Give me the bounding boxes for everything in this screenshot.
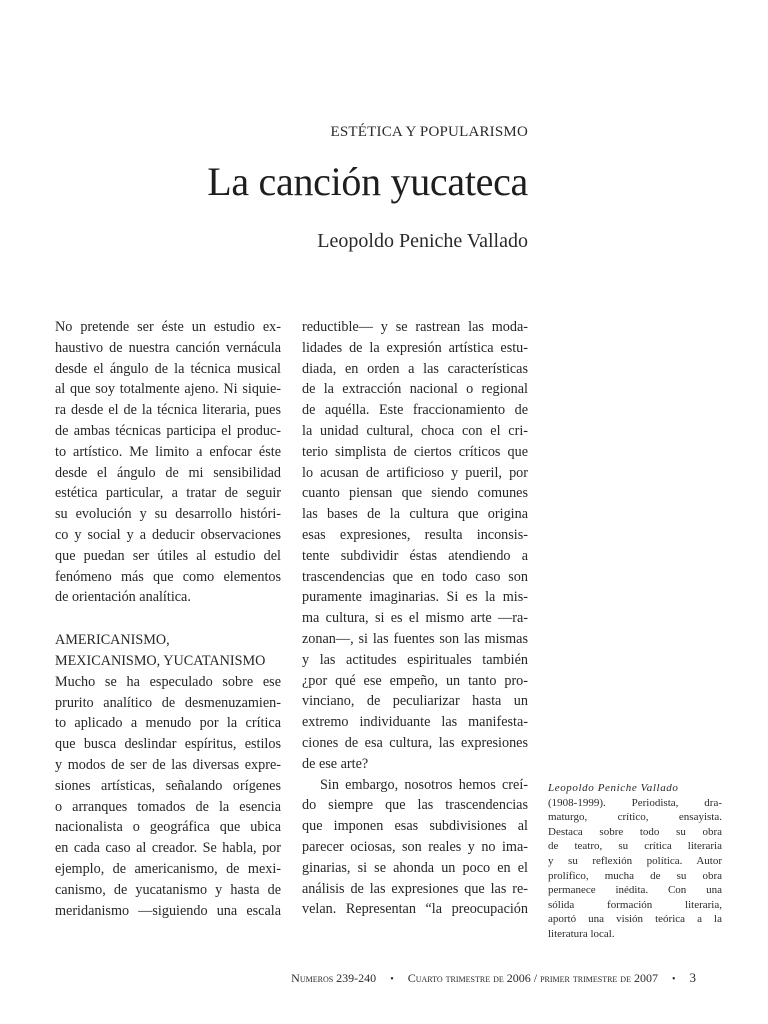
- text-line: la unidad cultural, choca con el cri-: [302, 422, 528, 439]
- text-line: que busca deslindar espíritus, estilos: [55, 736, 281, 753]
- paragraph: [302, 775, 528, 921]
- article-kicker: ESTÉTICA Y POPULARISMO: [330, 124, 528, 140]
- paragraph: [302, 317, 528, 775]
- text-line: co y social y a deducir observaciones: [55, 526, 281, 543]
- text-line: terio simplista de ciertos críticos que: [302, 443, 528, 460]
- footer-issue: Numeros 239-240: [291, 971, 377, 985]
- text-line: fenómeno más que como elementos: [55, 568, 281, 585]
- text-line: esas expresiones, resulta inconsis-: [302, 526, 528, 543]
- text-line: de orientación analítica.: [55, 589, 191, 606]
- text-line: ¿por qué ese empeño, un tanto pro-: [302, 672, 528, 689]
- text-line: que imponen esas subdivisiones al: [302, 818, 528, 835]
- bio-author-name: Leopoldo Peniche Vallado: [548, 782, 679, 794]
- section-heading-line: MEXICANISMO, YUCATANISMO: [55, 652, 266, 669]
- text-line: meridanismo —siguiendo una escala: [55, 902, 281, 919]
- page-number: 3: [689, 970, 696, 985]
- text-line: de la extracción nacional o regional: [302, 381, 528, 398]
- text-line: de ambas técnicas participa el produc-: [55, 422, 281, 439]
- text-line: de ese arte?: [302, 755, 369, 772]
- text-line: prurito analítico de desmenuzamien-: [55, 694, 281, 711]
- bio-line: literatura local.: [548, 927, 615, 940]
- bio-line: maturgo, crítico, ensayista.: [548, 811, 722, 824]
- text-line: ginarias, si se ahonda un poco en el: [302, 859, 528, 876]
- text-line: siones artísticas, señalando orígenes: [55, 777, 281, 794]
- text-line: y modos de ser de las diversas expre-: [55, 756, 281, 773]
- footer-separator: •: [390, 974, 394, 985]
- text-column-middle: [302, 317, 528, 920]
- text-line: desde el ángulo de la técnica musical: [55, 360, 281, 377]
- text-line: trascendencias que en todo caso son: [302, 568, 528, 585]
- text-line: y las actitudes espirituales también: [302, 651, 528, 668]
- text-line: puramente imaginarias. Si es la mis-: [302, 589, 528, 606]
- text-line: ma cultura, si es el mismo arte —ra-: [302, 610, 528, 627]
- text-line: las bases de la cultura que origina: [302, 506, 528, 523]
- bio-line: de teatro, su crítica literaria: [548, 840, 722, 853]
- text-line: ejemplo, de americanismo, de mexi-: [55, 860, 281, 877]
- text-line: en cada caso al creador. Se habla, por: [55, 840, 281, 857]
- bio-line: prolífico, mucha de su obra: [548, 869, 722, 882]
- text-line: Sin embargo, nosotros hemos creí-: [320, 776, 528, 793]
- paragraph: [55, 317, 281, 608]
- text-line: reductible— y se rastrean las moda-: [302, 319, 528, 335]
- text-line: tente subdividir éstas atendiendo a: [302, 547, 528, 564]
- page-footer: [291, 970, 696, 986]
- text-line: su evolución y su desarrollo históri-: [55, 506, 281, 523]
- text-line: to artístico. Me limito a enfocar éste: [55, 443, 281, 460]
- text-line: al que soy totalmente ajeno. Ni siquie-: [55, 381, 281, 398]
- text-line: desde el ángulo de mi sensibilidad: [55, 464, 281, 481]
- text-line: o arranques tomados de la esencia: [55, 798, 281, 815]
- text-line: lo acusan de artificioso y pueril, por: [302, 464, 528, 481]
- article-author: Leopoldo Peniche Vallado: [317, 230, 528, 252]
- section-heading: [55, 630, 281, 672]
- text-line: canismo, de yucatanismo y hasta de: [55, 881, 281, 898]
- bio-line: aportó una visión teórica a la: [548, 913, 722, 926]
- bio-line: (1908-1999). Periodista, dra-: [548, 796, 722, 809]
- text-line: que puedan ser útiles al estudio del: [55, 547, 281, 564]
- text-line: diada, en orden a las características: [302, 360, 528, 377]
- bio-line: Destaca sobre todo su obra: [548, 825, 722, 838]
- text-line: to aplicado a menudo por la crítica: [55, 715, 281, 732]
- text-line: lidades de la expresión artística estu-: [302, 339, 528, 356]
- author-bio-sidebar: [548, 781, 722, 942]
- text-line: ciones de esa cultura, las expresiones: [302, 734, 528, 751]
- article-title: La canción yucateca: [207, 159, 528, 204]
- text-line: vinciano, de peculiarizar hasta un: [302, 693, 528, 710]
- text-line: do siempre que las trascendencias: [302, 797, 528, 814]
- text-line: zonan—, si las fuentes son las mismas: [302, 630, 528, 647]
- text-line: extremo individuante las manifesta-: [302, 714, 528, 731]
- text-column-left: [55, 317, 281, 921]
- bio-line: sólida formación literaria,: [548, 898, 722, 911]
- text-line: cuanto piensan que siendo comunes: [302, 485, 528, 502]
- bio-line: y su reflexión política. Autor: [548, 854, 722, 867]
- text-line: nacionalista o geográfica que ubica: [55, 819, 281, 836]
- text-line: haustivo de nuestra canción vernácula: [55, 339, 281, 356]
- bio-line: permanece inédita. Con una: [548, 884, 722, 897]
- text-line: de aquélla. Este fraccionamiento de: [302, 402, 528, 419]
- paragraph: [55, 672, 281, 922]
- text-line: estética particular, a tratar de seguir: [55, 485, 281, 502]
- footer-separator: •: [671, 974, 676, 985]
- text-line: análisis de las expresiones que las re-: [302, 880, 528, 897]
- text-line: parecer ociosas, son reales y no ima-: [302, 838, 528, 855]
- section-heading-line: AMERICANISMO,: [55, 632, 170, 649]
- text-line: ra desde el de la técnica literaria, pues: [55, 402, 281, 419]
- text-line: velan. Representan “la preocupación: [302, 901, 528, 918]
- text-line: Mucho se ha especulado sobre ese: [55, 673, 281, 690]
- footer-period: Cuarto trimestre de 2006 / primer trimestre de 2007: [407, 971, 658, 985]
- text-line: No pretende ser éste un estudio ex-: [55, 319, 281, 335]
